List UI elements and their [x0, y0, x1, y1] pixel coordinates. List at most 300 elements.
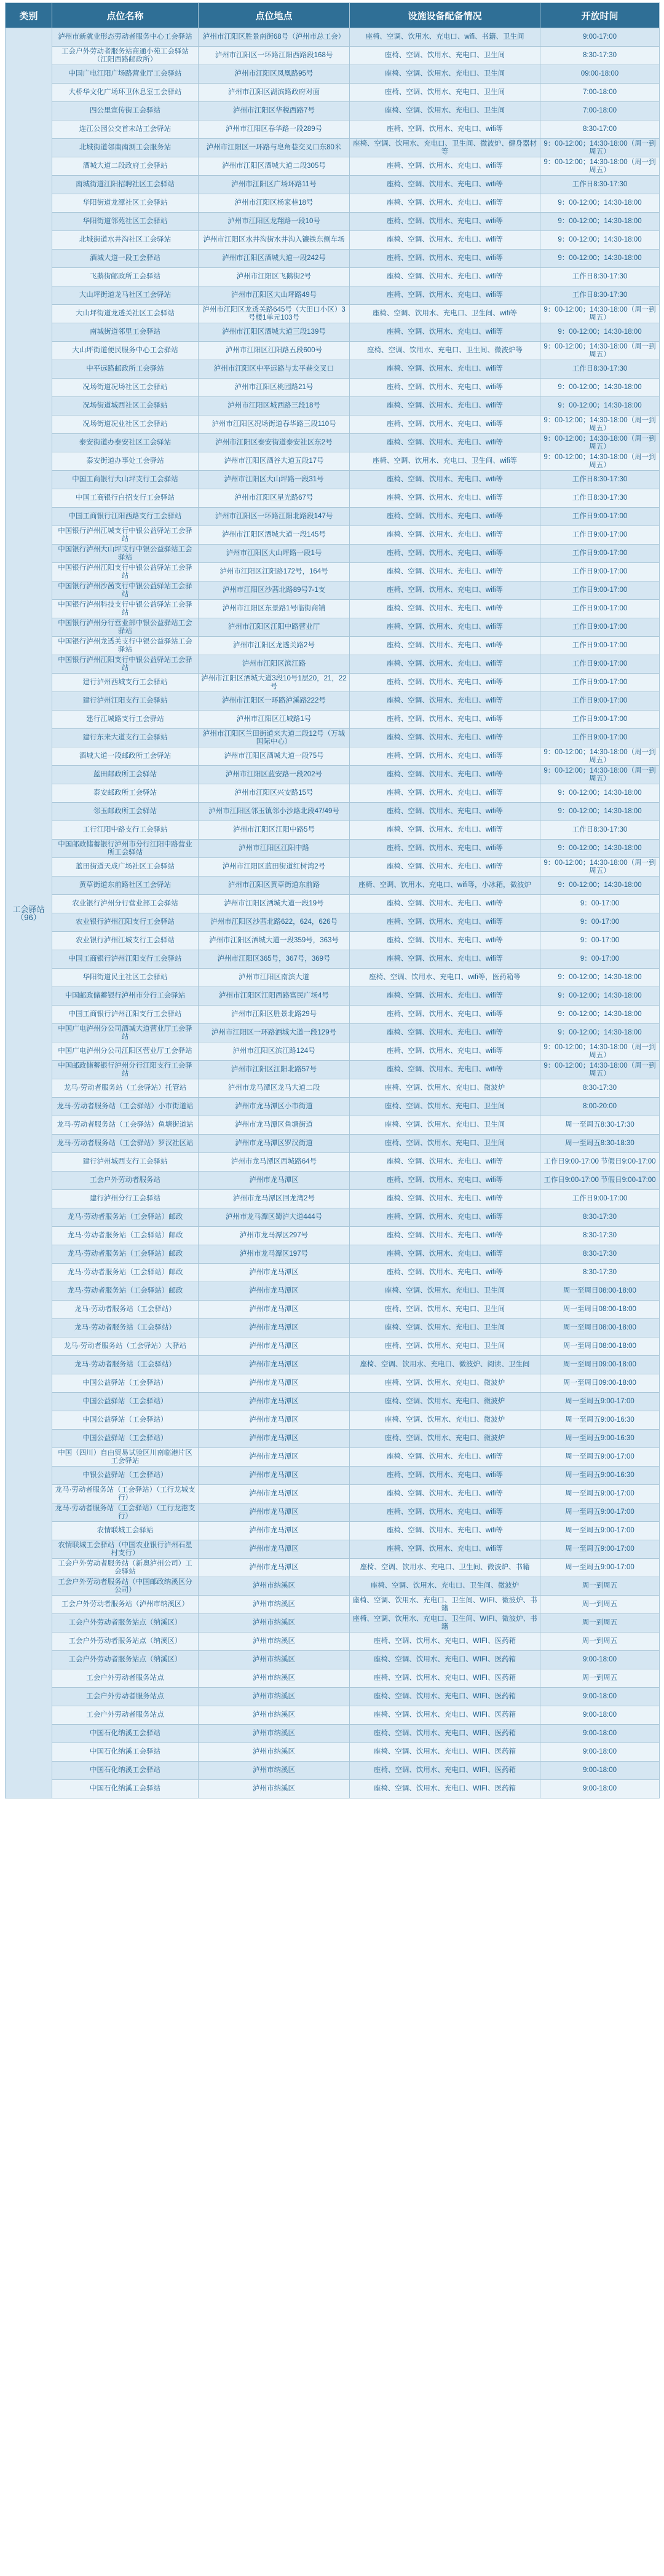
site-name-cell: 中国银行泸州分行营业部中银公益驿站工会驿站: [52, 618, 199, 637]
table-row: [6, 268, 660, 286]
table-row: [6, 360, 660, 379]
site-address-cell: 泸州市江阳区沙茜北路89号7-1支: [199, 581, 350, 600]
table-row: [6, 323, 660, 342]
site-address-cell: 泸州市纳溪区: [199, 1614, 350, 1633]
site-name-cell: 中国银行泸州科技支行中银公益驿站工会驿站: [52, 600, 199, 618]
site-address-cell: 泸州市纳溪区: [199, 1596, 350, 1614]
open-hours-cell: 工作日9:00-17:00: [540, 637, 660, 655]
site-name-cell: 工会户外劳动者服务站（泸州市纳溪区）: [52, 1596, 199, 1614]
site-name-cell: 中国广电泸州分公司酒城大道营业厅工会驿站: [52, 1024, 199, 1042]
site-name-cell: 连江公园公交首末站工会驿站: [52, 120, 199, 139]
site-name-cell: 建行泸州城西支行工会驿站: [52, 1153, 199, 1172]
table-row: [6, 581, 660, 600]
site-address-cell: 泸州市纳溪区: [199, 1743, 350, 1762]
site-table-container: [5, 2, 659, 1798]
table-row: [6, 416, 660, 434]
table-row: [6, 1172, 660, 1190]
facilities-cell: 座椅、空调、饮用水、充电口、卫生间: [350, 1282, 540, 1301]
site-name-cell: 南城街道邻里工会驿站: [52, 323, 199, 342]
table-row: [6, 747, 660, 766]
site-address-cell: 泸州市江阳区东景路1号临街商铺: [199, 600, 350, 618]
facilities-cell: 座椅、空调、饮用水、充电口、卫生间: [350, 1319, 540, 1337]
site-name-cell: 华阳街道民主社区工会驿站: [52, 969, 199, 987]
open-hours-cell: 9：00-12:00；14:30-18:00（周一到周五）: [540, 747, 660, 766]
facilities-cell: 座椅、空调、饮用水、充电口、wifi等: [350, 729, 540, 747]
open-hours-cell: 9：00-12:00；14:30-18:00: [540, 1006, 660, 1024]
site-address-cell: 泸州市江阳区一环路酒城大道一段129号: [199, 1024, 350, 1042]
open-hours-cell: 周一至周日09:00-18:00: [540, 1356, 660, 1374]
table-row: [6, 895, 660, 913]
site-name-cell: 龙马·劳动者服务站（工会驿站）: [52, 1319, 199, 1337]
open-hours-cell: 工作日8:30-17:30: [540, 286, 660, 305]
facilities-cell: 座椅、空调、饮用水、充电口、wifi等: [350, 1006, 540, 1024]
site-name-cell: 工会户外劳动者服务站点（纳溪区）: [52, 1651, 199, 1669]
open-hours-cell: 8:30-17:30: [540, 1245, 660, 1264]
facilities-cell: 座椅、空调、饮用水、充电口、wifi等: [350, 323, 540, 342]
site-address-cell: 泸州市龙马潭区: [199, 1172, 350, 1190]
site-address-cell: 泸州市龙马潭区龙马大道二段: [199, 1079, 350, 1098]
table-row: [6, 1577, 660, 1596]
facilities-cell: 座椅、空调、饮用水、充电口、wifi等: [350, 711, 540, 729]
open-hours-cell: 9：00-12:00；14:30-18:00: [540, 213, 660, 231]
site-name-cell: 南城街道江阳招聘社区工会驿站: [52, 176, 199, 194]
facilities-cell: 座椅、空调、饮用水、充电口、wifi等: [350, 747, 540, 766]
site-name-cell: 飞鹅街邮政所工会驿站: [52, 268, 199, 286]
site-address-cell: 泸州市龙马潭区: [199, 1540, 350, 1559]
open-hours-cell: 9：00-12:00；14:30-18:00: [540, 397, 660, 416]
open-hours-cell: 9：00-12:00；14:30-18:00（周一到周五）: [540, 452, 660, 471]
facilities-cell: 座椅、空调、饮用水、充电口、微波炉: [350, 1374, 540, 1393]
open-hours-cell: 9:00-18:00: [540, 1651, 660, 1669]
facilities-cell: 座椅、空调、饮用水、充电口、wifi等: [350, 1485, 540, 1503]
open-hours-cell: 工作日8:30-17:30: [540, 176, 660, 194]
open-hours-cell: 工作日9:00-17:00: [540, 618, 660, 637]
site-address-cell: 泸州市江阳区城西路三段18号: [199, 397, 350, 416]
facilities-cell: 座椅、空调、饮用水、充电口、wifi等: [350, 213, 540, 231]
facilities-cell: 座椅、空调、饮用水、充电口、wifi等: [350, 1448, 540, 1467]
open-hours-cell: 周一至周五9:00-17:00: [540, 1503, 660, 1522]
facilities-cell: 座椅、空调、饮用水、充电口、卫生间: [350, 1135, 540, 1153]
site-address-cell: 泸州市龙马潭区: [199, 1264, 350, 1282]
table-row: [6, 120, 660, 139]
site-address-cell: 泸州市龙马潭区: [199, 1374, 350, 1393]
site-address-cell: 泸州市龙马潭区: [199, 1448, 350, 1467]
table-row: [6, 840, 660, 858]
site-name-cell: 中平远路邮政所工会驿站: [52, 360, 199, 379]
open-hours-cell: 8:30-17:30: [540, 1264, 660, 1282]
table-row: [6, 471, 660, 489]
site-name-cell: 工会户外劳动者服务站点（纳溪区）: [52, 1614, 199, 1633]
table-row: [6, 729, 660, 747]
open-hours-cell: 工作日9:00-17:00: [540, 526, 660, 545]
facilities-cell: 座椅、空调、饮用水、充电口、WIFI、医药箱: [350, 1633, 540, 1651]
header-facilities: 设施设备配备情况: [350, 3, 540, 28]
site-name-cell: 工会户外劳动者服务站点（纳溪区）: [52, 1633, 199, 1651]
table-row: [6, 286, 660, 305]
site-name-cell: 大山坪街道便民服务中心工会驿站: [52, 342, 199, 360]
header-site-name: 点位名称: [52, 3, 199, 28]
site-name-cell: 中国工商银行泸州江阳支行工会驿站: [52, 950, 199, 969]
site-name-cell: 泰安街道办泰安社区工会驿站: [52, 434, 199, 452]
table-row: [6, 508, 660, 526]
site-name-cell: 况场街道况场社区工会驿站: [52, 379, 199, 397]
facilities-cell: 座椅、空调、饮用水、充电口、wifi、书籍、卫生间: [350, 28, 540, 47]
open-hours-cell: 周一至周日08:00-18:00: [540, 1301, 660, 1319]
facilities-cell: 座椅、空调、饮用水、充电口、WIFI、医药箱: [350, 1706, 540, 1725]
site-address-cell: 泸州市江阳区江阳中路: [199, 840, 350, 858]
site-name-cell: 华阳街道龙潭社区工会驿站: [52, 194, 199, 213]
table-row: [6, 176, 660, 194]
site-name-cell: 工行江阳中路支行工会驿站: [52, 821, 199, 840]
table-row: [6, 1079, 660, 1098]
table-row: [6, 766, 660, 784]
table-row: [6, 821, 660, 840]
facilities-cell: 座椅、空调、饮用水、充电口、wifi等: [350, 397, 540, 416]
site-name-cell: 中国工商银行泸州江阳支行工会驿站: [52, 1006, 199, 1024]
open-hours-cell: 9：00-17:00: [540, 895, 660, 913]
facilities-cell: 座椅、空调、饮用水、充电口、微波炉: [350, 1411, 540, 1430]
site-address-cell: 泸州市江阳区蓝田街道红树湾2号: [199, 858, 350, 876]
header-category: 类别: [6, 3, 52, 28]
site-name-cell: 北城街道邻南南测工会服务站: [52, 139, 199, 157]
facilities-cell: 座椅、空调、饮用水、充电口、wifi等: [350, 1042, 540, 1061]
open-hours-cell: 工作日9:00-17:00: [540, 600, 660, 618]
open-hours-cell: 工作日9:00-17:00: [540, 711, 660, 729]
open-hours-cell: 周一至周五9:00-17:00: [540, 1559, 660, 1577]
site-address-cell: 泸州市江阳区沙茜北路622，624，626号: [199, 913, 350, 932]
open-hours-cell: 9:00-18:00: [540, 1762, 660, 1780]
facilities-cell: 座椅、空调、饮用水、充电口、wifi等: [350, 379, 540, 397]
open-hours-cell: 9：00-12:00；14:30-18:00: [540, 876, 660, 895]
facilities-cell: 座椅、空调、饮用水、充电口、卫生间: [350, 102, 540, 120]
facilities-cell: 座椅、空调、饮用水、充电口、wifi等: [350, 194, 540, 213]
open-hours-cell: 9：00-12:00；14:30-18:00（周一到周五）: [540, 157, 660, 176]
site-name-cell: 中国银行泸州江阳支行中银公益驿站工会驿站: [52, 655, 199, 674]
table-row: [6, 600, 660, 618]
facilities-cell: 座椅、空调、饮用水、充电口、wifi等: [350, 416, 540, 434]
open-hours-cell: 8:00-20:00: [540, 1098, 660, 1116]
open-hours-cell: 8:30-17:30: [540, 1208, 660, 1227]
site-address-cell: 泸州市纳溪区: [199, 1725, 350, 1743]
facilities-cell: 座椅、空调、饮用水、充电口、wifi等: [350, 913, 540, 932]
facilities-cell: 座椅、空调、饮用水、充电口、wifi等: [350, 286, 540, 305]
facilities-cell: 座椅、空调、饮用水、充电口、wifi等: [350, 120, 540, 139]
open-hours-cell: 周一至周五9:00-16:30: [540, 1467, 660, 1485]
table-row: [6, 379, 660, 397]
site-address-cell: 泸州市江阳区大山坪路49号: [199, 286, 350, 305]
table-row: [6, 139, 660, 157]
site-name-cell: 四公里宣传街工会驿站: [52, 102, 199, 120]
table-row: [6, 932, 660, 950]
open-hours-cell: 9：00-12:00；14:30-18:00（周一到周五）: [540, 139, 660, 157]
open-hours-cell: 工作日8:30-17:30: [540, 268, 660, 286]
site-address-cell: 泸州市江阳区酒城大道一段359号，363号: [199, 932, 350, 950]
site-address-cell: 泸州市江阳区泰安街道泰安社区东2号: [199, 434, 350, 452]
facilities-cell: 座椅、空调、饮用水、充电口、wifi等: [350, 268, 540, 286]
facilities-cell: 座椅、空调、饮用水、充电口、卫生间、WIFI、微波炉、书籍: [350, 1596, 540, 1614]
site-address-cell: 泸州市龙马潭区: [199, 1337, 350, 1356]
site-name-cell: 大山坪街道龙马社区工会驿站: [52, 286, 199, 305]
table-row: [6, 342, 660, 360]
site-address-cell: 泸州市江阳区大山坪路一段31号: [199, 471, 350, 489]
open-hours-cell: 9:00-17:00: [540, 28, 660, 47]
table-row: [6, 1762, 660, 1780]
facilities-cell: 座椅、空调、饮用水、充电口、微波炉: [350, 1430, 540, 1448]
facilities-cell: 座椅、空调、饮用水、充电口、微波炉: [350, 1393, 540, 1411]
facilities-cell: 座椅、空调、饮用水、充电口、卫生间、wifi等: [350, 305, 540, 323]
facilities-cell: 座椅、空调、饮用水、充电口、卫生间: [350, 1116, 540, 1135]
site-name-cell: 况场街道城西社区工会驿站: [52, 397, 199, 416]
table-row: [6, 1522, 660, 1540]
table-row: [6, 803, 660, 821]
site-address-cell: 泸州市龙马潭区鱼塘街道: [199, 1116, 350, 1135]
facilities-cell: 座椅、空调、饮用水、充电口、wifi等: [350, 471, 540, 489]
open-hours-cell: 9:00-18:00: [540, 1706, 660, 1725]
site-address-cell: 泸州市江阳区江阳路172号，164号: [199, 563, 350, 581]
site-address-cell: 泸州市龙马潭区: [199, 1393, 350, 1411]
site-name-cell: 蓝田邮政所工会驿站: [52, 766, 199, 784]
table-row: [6, 1061, 660, 1079]
table-row: [6, 1374, 660, 1393]
site-address-cell: 泸州市江阳区凤凰路95号: [199, 65, 350, 84]
site-name-cell: 农情联城工会驿站（中国农业银行泸州石星村支行）: [52, 1540, 199, 1559]
site-name-cell: 建行泸州分行工会驿站: [52, 1190, 199, 1208]
site-address-cell: 泸州市龙马潭区: [199, 1356, 350, 1374]
table-row: [6, 1227, 660, 1245]
facilities-cell: 座椅、空调、饮用水、充电口、WIFI、医药箱: [350, 1743, 540, 1762]
facilities-cell: 座椅、空调、饮用水、充电口、WIFI、医药箱: [350, 1651, 540, 1669]
table-row: [6, 1264, 660, 1282]
site-address-cell: 泸州市纳溪区: [199, 1651, 350, 1669]
site-name-cell: 中国石化纳溪工会驿站: [52, 1780, 199, 1798]
site-address-cell: 泸州市江阳区江阳北路57号: [199, 1061, 350, 1079]
facilities-cell: 座椅、空调、饮用水、充电口、wifi等: [350, 231, 540, 250]
site-name-cell: 龙马·劳动者服务站（工会驿站）托管站: [52, 1079, 199, 1098]
site-address-cell: 泸州市江阳区龙透关路645号（大田口小区）3号楼1单元103号: [199, 305, 350, 323]
facilities-cell: 座椅、空调、饮用水、充电口、wifi等: [350, 1540, 540, 1559]
table-row: [6, 545, 660, 563]
facilities-cell: 座椅、空调、饮用水、充电口、卫生间: [350, 47, 540, 65]
site-name-cell: 龙马·劳动者服务站（工会驿站）小市街道站: [52, 1098, 199, 1116]
table-row: [6, 1356, 660, 1374]
site-address-cell: 泸州市龙马潭区西城路64号: [199, 1153, 350, 1172]
open-hours-cell: 9：00-12:00；14:30-18:00: [540, 379, 660, 397]
facilities-cell: 座椅、空调、饮用水、充电口、wifi等: [350, 600, 540, 618]
site-address-cell: 泸州市龙马潭区小市街道: [199, 1098, 350, 1116]
table-row: [6, 1006, 660, 1024]
open-hours-cell: 工作日9:00-17:00: [540, 692, 660, 711]
site-name-cell: 龙马·劳动者服务站（工会驿站）邮政: [52, 1245, 199, 1264]
open-hours-cell: 9:00-18:00: [540, 1780, 660, 1798]
site-address-cell: 泸州市江阳区滨江路: [199, 655, 350, 674]
site-address-cell: 泸州市江阳区酒城大道二段305号: [199, 157, 350, 176]
site-address-cell: 泸州市江阳区龙透关路2号: [199, 637, 350, 655]
site-name-cell: 泰安街道办事处工会驿站: [52, 452, 199, 471]
table-row: [6, 950, 660, 969]
site-address-cell: 泸州市江阳区酒城大道一段19号: [199, 895, 350, 913]
site-name-cell: 建行江城路支行工会驿站: [52, 711, 199, 729]
facilities-cell: 座椅、空调、饮用水、充电口、卫生间: [350, 1301, 540, 1319]
facilities-cell: 座椅、空调、饮用水、充电口、wifi等: [350, 1467, 540, 1485]
table-row: [6, 563, 660, 581]
site-name-cell: 北城街道水井沟社区工会驿站: [52, 231, 199, 250]
table-row: [6, 213, 660, 231]
table-row: [6, 969, 660, 987]
open-hours-cell: 9：00-12:00；14:30-18:00: [540, 231, 660, 250]
open-hours-cell: 9：00-12:00；14:30-18:00（周一到周五）: [540, 416, 660, 434]
open-hours-cell: 工作日9:00-17:00 节假日9:00-17:00: [540, 1172, 660, 1190]
site-name-cell: 中国广电江阳广场路营业厅工会驿站: [52, 65, 199, 84]
facilities-cell: 座椅、空调、饮用水、充电口、wifi等: [350, 1503, 540, 1522]
site-name-cell: 中国公益驿站（工会驿站）: [52, 1430, 199, 1448]
table-header-row: [6, 3, 660, 28]
site-address-cell: 泸州市江阳区况场街道春华路三段110号: [199, 416, 350, 434]
open-hours-cell: 周一至周五9:00-16:30: [540, 1430, 660, 1448]
site-address-cell: 泸州市纳溪区: [199, 1706, 350, 1725]
site-address-cell: 泸州市纳溪区: [199, 1669, 350, 1688]
category-count: （96）: [16, 912, 41, 922]
site-address-cell: 泸州市江阳区胜景北路29号: [199, 1006, 350, 1024]
open-hours-cell: 周一到周五: [540, 1596, 660, 1614]
open-hours-cell: 工作日9:00-17:00: [540, 674, 660, 692]
site-name-cell: 中国广电泸州分公司江阳区营业厅工会驿站: [52, 1042, 199, 1061]
facilities-cell: 座椅、空调、饮用水、充电口、微波炉、阅读、卫生间: [350, 1356, 540, 1374]
table-row: [6, 434, 660, 452]
facilities-cell: 座椅、空调、饮用水、充电口、卫生间、微波炉、健身器材等: [350, 139, 540, 157]
site-name-cell: 中国（四川）自由贸易试验区川南临港片区工会驿站: [52, 1448, 199, 1467]
site-address-cell: 泸州市江阳区酒城大道三段139号: [199, 323, 350, 342]
table-row: [6, 692, 660, 711]
site-address-cell: 泸州市龙马潭区297号: [199, 1227, 350, 1245]
table-row: [6, 452, 660, 471]
open-hours-cell: 工作日9:00-17:00 节假日9:00-17:00: [540, 1153, 660, 1172]
facilities-cell: 座椅、空调、饮用水、充电口、wifi等: [350, 692, 540, 711]
open-hours-cell: 9：00-17:00: [540, 913, 660, 932]
site-name-cell: 农业银行泸州江阳支行工会驿站: [52, 913, 199, 932]
table-row: [6, 1503, 660, 1522]
facilities-cell: 座椅、空调、饮用水、充电口、卫生间、wifi等: [350, 452, 540, 471]
facilities-cell: 座椅、空调、饮用水、充电口、卫生间、微波炉等: [350, 342, 540, 360]
open-hours-cell: 9：00-12:00；14:30-18:00: [540, 840, 660, 858]
site-address-cell: 泸州市纳溪区: [199, 1780, 350, 1798]
table-row: [6, 1725, 660, 1743]
table-row: [6, 1135, 660, 1153]
site-address-cell: 泸州市江阳区一环路江阳西路段168号: [199, 47, 350, 65]
site-address-cell: 泸州市纳溪区: [199, 1633, 350, 1651]
open-hours-cell: 9：00-12:00；14:30-18:00: [540, 987, 660, 1006]
site-name-cell: 工会户外劳动者服务站（中国邮政纳溪区分公司）: [52, 1577, 199, 1596]
open-hours-cell: 9：00-12:00；14:30-18:00: [540, 784, 660, 803]
table-row: [6, 637, 660, 655]
facilities-cell: 座椅、空调、饮用水、充电口、wifi等: [350, 821, 540, 840]
facilities-cell: 座椅、空调、饮用水、充电口、wifi等: [350, 674, 540, 692]
site-address-cell: 泸州市江阳区水井沟街水井沟入镰铁东侧车场: [199, 231, 350, 250]
open-hours-cell: 周一至周五9:00-17:00: [540, 1485, 660, 1503]
facilities-cell: 座椅、空调、饮用水、充电口、wifi等: [350, 932, 540, 950]
site-name-cell: 工会户外劳动者服务站商通小苑工会驿站（江阳西路邮政所）: [52, 47, 199, 65]
table-row: [6, 1208, 660, 1227]
site-address-cell: 泸州市江阳区春华路一段289号: [199, 120, 350, 139]
open-hours-cell: 周一至周五8:30-17:30: [540, 1116, 660, 1135]
table-row: [6, 1190, 660, 1208]
site-address-cell: 泸州市江阳区南滨大道: [199, 969, 350, 987]
facilities-cell: 座椅、空调、饮用水、充电口、WIFI、医药箱: [350, 1688, 540, 1706]
facilities-cell: 座椅、空调、饮用水、充电口、wifi等: [350, 1264, 540, 1282]
facilities-cell: 座椅、空调、饮用水、充电口、卫生间、微波炉: [350, 1577, 540, 1596]
table-row: [6, 1651, 660, 1669]
facilities-cell: 座椅、空调、饮用水、充电口、wifi等: [350, 637, 540, 655]
site-address-cell: 泸州市江阳区黄草街道东前路: [199, 876, 350, 895]
open-hours-cell: 工作日8:30-17:30: [540, 471, 660, 489]
table-row: [6, 47, 660, 65]
site-name-cell: 工会户外劳动者服务站点: [52, 1688, 199, 1706]
table-row: [6, 157, 660, 176]
table-row: [6, 1116, 660, 1135]
facilities-cell: 座椅、空调、饮用水、充电口、WIFI、医药箱: [350, 1762, 540, 1780]
site-name-cell: 中国银行泸州沙茜支行中银公益驿站工会驿站: [52, 581, 199, 600]
open-hours-cell: 9：00-17:00: [540, 932, 660, 950]
table-row: [6, 1688, 660, 1706]
site-name-cell: 泰安邮政所工会驿站: [52, 784, 199, 803]
open-hours-cell: 9：00-12:00；14:30-18:00: [540, 194, 660, 213]
table-row: [6, 1337, 660, 1356]
table-row: [6, 1042, 660, 1061]
site-name-cell: 工会户外劳动者服务站点: [52, 1669, 199, 1688]
site-address-cell: 泸州市江阳区一环路与皂角巷交叉口东80米: [199, 139, 350, 157]
open-hours-cell: 9：00-12:00；14:30-18:00（周一到周五）: [540, 766, 660, 784]
open-hours-cell: 8:30-17:30: [540, 47, 660, 65]
open-hours-cell: 9：00-12:00；14:30-18:00（周一到周五）: [540, 342, 660, 360]
site-name-cell: 农业银行泸州分行营业部工会驿站: [52, 895, 199, 913]
open-hours-cell: 9：00-12:00；14:30-18:00: [540, 323, 660, 342]
site-address-cell: 泸州市龙马潭区: [199, 1485, 350, 1503]
facilities-cell: 座椅、空调、饮用水、充电口、wifi等: [350, 1024, 540, 1042]
facilities-cell: 座椅、空调、饮用水、充电口、wifi等: [350, 1227, 540, 1245]
site-name-cell: 龙马·劳动者服务站（工会驿站）邮政: [52, 1264, 199, 1282]
facilities-cell: 座椅、空调、饮用水、充电口、wifi等: [350, 1153, 540, 1172]
facilities-cell: 座椅、空调、饮用水、充电口、wifi等: [350, 1172, 540, 1190]
site-name-cell: 龙马·劳动者服务站（工会驿站）（工行龙港支行）: [52, 1503, 199, 1522]
site-address-cell: 泸州市江阳区飞鹅街2号: [199, 268, 350, 286]
open-hours-cell: 周一至周五9:00-17:00: [540, 1393, 660, 1411]
site-name-cell: 酒城大道二段政府工会驿站: [52, 157, 199, 176]
site-name-cell: 中国石化纳溪工会驿站: [52, 1725, 199, 1743]
open-hours-cell: 周一到周五: [540, 1669, 660, 1688]
header-open-hours: 开放时间: [540, 3, 660, 28]
site-address-cell: 泸州市江阳区邻玉镇邻小沙路北段47/49号: [199, 803, 350, 821]
facilities-cell: 座椅、空调、饮用水、充电口、wifi等: [350, 1522, 540, 1540]
table-row: [6, 489, 660, 508]
open-hours-cell: 9：00-12:00；14:30-18:00: [540, 1024, 660, 1042]
facilities-cell: 座椅、空调、饮用水、充电口、微波炉: [350, 1079, 540, 1098]
open-hours-cell: 周一到周五: [540, 1614, 660, 1633]
site-name-cell: 中国邮政储蓄银行泸州分行江阳支行工会驿站: [52, 1061, 199, 1079]
table-row: [6, 1448, 660, 1467]
table-row: [6, 987, 660, 1006]
table-row: [6, 858, 660, 876]
open-hours-cell: 工作日9:00-17:00: [540, 563, 660, 581]
site-address-cell: 泸州市江阳区一环路泸溪路222号: [199, 692, 350, 711]
site-address-cell: 泸州市龙马潭区: [199, 1319, 350, 1337]
site-address-cell: 泸州市江阳区江城路1号: [199, 711, 350, 729]
open-hours-cell: 工作日8:30-17:30: [540, 360, 660, 379]
site-address-cell: 泸州市江阳区中平远路与太平巷交叉口: [199, 360, 350, 379]
site-name-cell: 建行东来大道支行工会驿站: [52, 729, 199, 747]
open-hours-cell: 9：00-12:00；14:30-18:00（周一到周五）: [540, 1042, 660, 1061]
open-hours-cell: 9:00-18:00: [540, 1743, 660, 1762]
category-name: 工会驿站: [12, 904, 45, 914]
open-hours-cell: 周一至周日09:00-18:00: [540, 1374, 660, 1393]
